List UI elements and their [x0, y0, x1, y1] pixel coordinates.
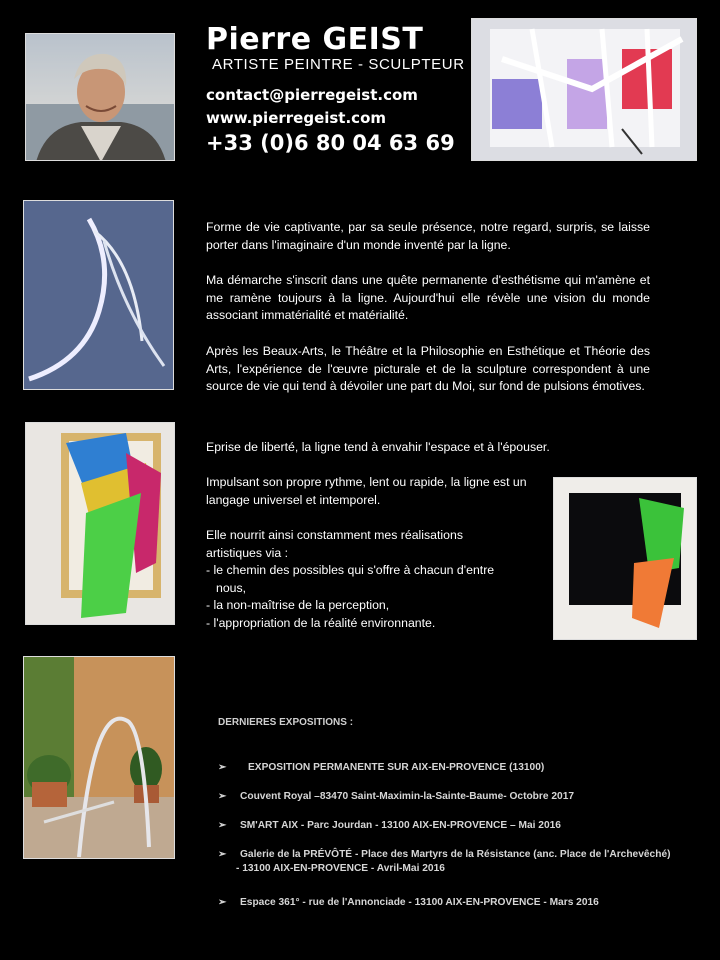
intro-paragraph-3: Après les Beaux-Arts, le Théâtre et la Philosophie en Esthétique et Théorie des Arts, l'expérience de l'œuvre picturale et de la sculpture correspondent à une source de vie qui tend à dévoiler une part du Moi, sur fond de pulsions émotives. [206, 344, 650, 394]
artwork-garden-arc [23, 656, 175, 859]
arrow-bullet-icon: ➢ [218, 762, 227, 773]
liberty-line-3: Elle nourrit ainsi constamment mes réalisations artistiques via : [206, 528, 463, 560]
artwork-wall-ribbons [471, 18, 697, 161]
email-link[interactable]: contact@pierregeist.com [206, 86, 418, 104]
portrait-photo [25, 33, 175, 161]
exhibition-item-5: ➢ Espace 361° - rue de l'Annonciade - 13100 AIX-EN-PROVENCE - Mars 2016 [218, 897, 599, 908]
bullet-possibles: - le chemin des possibles qui s'offre à chacun d'entre [206, 563, 495, 577]
artwork-blue-line [23, 200, 174, 390]
liberty-line-2: Impulsant son propre rythme, lent ou rapide, la ligne est un langage universel et intemporel. [206, 475, 527, 507]
arrow-bullet-icon: ➢ [218, 849, 227, 860]
exhibition-item-4-cont: - 13100 AIX-EN-PROVENCE - Avril-Mai 2016 [236, 863, 445, 874]
exhibitions-title: DERNIERES EXPOSITIONS : [218, 717, 354, 728]
arrow-bullet-icon: ➢ [218, 897, 227, 908]
bullet-possibles-cont: nous, [216, 581, 247, 595]
exhibition-item-1: ➢ EXPOSITION PERMANENTE SUR AIX-EN-PROVENCE (13100) [218, 762, 545, 773]
artwork-color-frame [25, 422, 175, 625]
exhibition-item-2: ➢ Couvent Royal –83470 Saint-Maximin-la-Sainte-Baume- Octobre 2017 [218, 791, 575, 802]
phone-number: +33 (0)6 80 04 63 69 [206, 131, 455, 155]
exhibition-item-4: ➢ Galerie de la PRÉVÔTÉ - Place des Martyrs de la Résistance (anc. Place de l'Archevêché) [218, 849, 671, 860]
liberty-line-1: Eprise de liberté, la ligne tend à envahir l'espace et à l'épouser. [206, 440, 550, 454]
arrow-bullet-icon: ➢ [218, 791, 227, 802]
artist-name: Pierre GEIST [206, 22, 424, 57]
artwork-black-square [553, 477, 697, 640]
artist-role: ARTISTE PEINTRE - SCULPTEUR [212, 56, 465, 73]
exhibition-item-3: ➢ SM'ART AIX - Parc Jourdan - 13100 AIX-EN-PROVENCE – Mai 2016 [218, 820, 561, 831]
intro-paragraph-2: Ma démarche s'inscrit dans une quête permanente d'esthétisme qui m'amène et me ramène toujours à la ligne. Aujourd'hui elle révèle une vision du monde associant immatérialité et matérialité. [206, 273, 650, 323]
arrow-bullet-icon: ➢ [218, 820, 227, 831]
website-link[interactable]: www.pierregeist.com [206, 109, 387, 127]
intro-paragraph-1: Forme de vie captivante, par sa seule présence, notre regard, surpris, se laisse porter dans l'imaginaire d'un monde inventé par la ligne. [206, 220, 650, 252]
bullet-reality: - l'appropriation de la réalité environnante. [206, 616, 436, 630]
bullet-perception: - la non-maîtrise de la perception, [206, 598, 390, 612]
